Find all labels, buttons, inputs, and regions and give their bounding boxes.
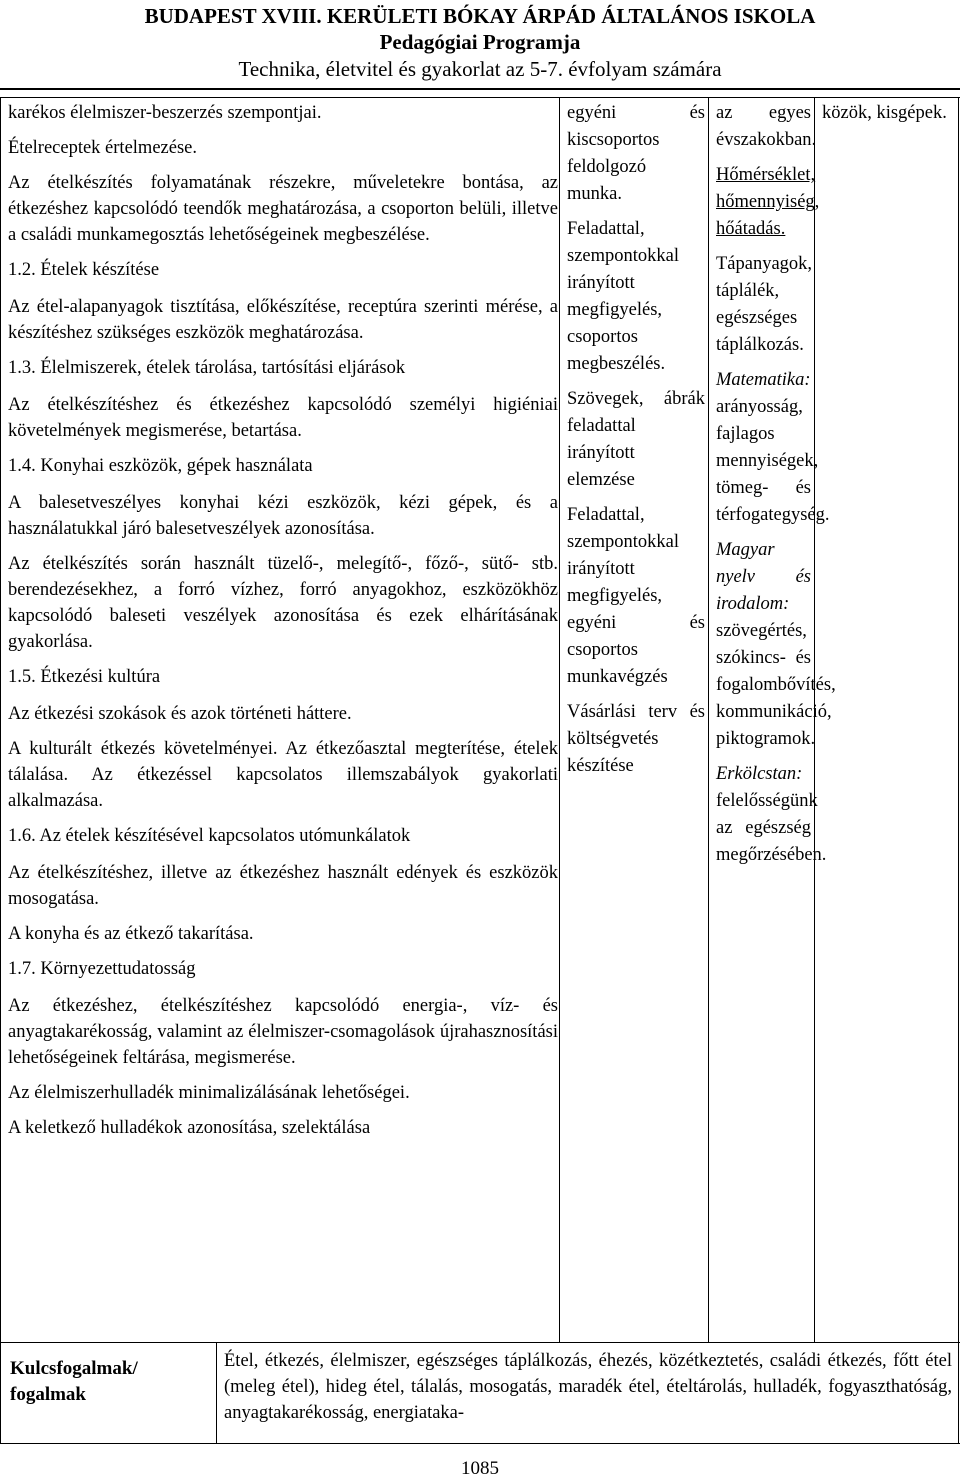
subject-label: Matematika:	[716, 370, 811, 390]
section-heading: 1.5. Étkezési kultúra	[8, 667, 161, 687]
connection-item	[716, 537, 836, 753]
subject-label: Magyar nyelv és irodalom:	[716, 540, 811, 614]
connection-item	[716, 761, 827, 869]
activities-column	[567, 100, 705, 788]
section-heading: 1.2. Ételek készítése	[8, 260, 160, 280]
paragraph: karékos élelmiszer-beszerzés szempontjai.	[8, 103, 322, 123]
table-bottom-border	[0, 1443, 960, 1444]
program-title: Pedagógiai Programja	[379, 30, 581, 54]
activity-item: Feladattal, szempontokkal irányított megfigyelés, csoportos megbeszélés.	[567, 219, 680, 374]
header-divider	[0, 88, 960, 90]
connection-text: szövegértés, szókincs- és fogalombővítés, kommunikáció, piktogramok.	[716, 621, 836, 749]
paragraph: A keletkező hulladékok azonosítása, szelektálása	[8, 1118, 371, 1138]
table-top-border	[0, 97, 960, 98]
connection-text: felelősségünk az egészség megőrzésében.	[716, 791, 827, 865]
column-divider-2	[708, 97, 709, 1342]
table-right-border	[958, 97, 959, 1342]
section-heading: 1.6. Az ételek készítésével kapcsolatos utómunkálatok	[8, 826, 411, 846]
tools-column	[822, 100, 952, 127]
column-divider-1	[559, 97, 560, 1342]
activity-item: Feladattal, szempontokkal irányított megfigyelés, egyéni és csoportos munkavégzés	[567, 505, 705, 687]
table-left-border	[0, 97, 1, 1342]
row-divider	[0, 1342, 960, 1343]
connections-column	[716, 100, 836, 877]
paragraph: Az ételkészítés folyamatának részekre, műveletekre bontása, az étkezéshez kapcsolódó teendők meghatározása, a csoporton belüli, illetve a családi munkamegosztás lehetőségeinek megbeszélése.	[8, 173, 558, 245]
paragraph: Ételreceptek értelmezése.	[8, 138, 197, 158]
activity-item: Vásárlási terv és költségvetés készítése	[567, 702, 705, 776]
paragraph: Az étkezéshez, ételkészítéshez kapcsolódó energia-, víz- és anyagtakarékosság, valamint az élelmiszer-csomagolások újrahasznosítási lehetőségeinek feltárása, megismerése.	[8, 996, 558, 1068]
section-heading: 1.7. Környezettudatosság	[8, 959, 196, 979]
key-concepts-label: Kulcsfogalmak/ fogalmak	[10, 1358, 138, 1405]
paragraph: A konyha és az étkező takarítása.	[8, 924, 254, 944]
paragraph: Az étkezési szokások és azok történeti háttere.	[8, 704, 352, 724]
section-heading: 1.4. Konyhai eszközök, gépek használata	[8, 456, 313, 476]
connection-item: Tápanyagok, táplálék, egészséges táplálkozás.	[716, 254, 813, 355]
paragraph: A balesetveszélyes konyhai kézi eszközök, kézi gépek, és a használatukkal járó balesetveszélyek azonosítása.	[8, 493, 558, 539]
tools-text: közök, kisgépek.	[822, 103, 947, 123]
paragraph: A kulturált étkezés követelményei. Az étkezőasztal megterítése, ételek tálalása. Az étkezéssel kapcsolatos illemszabályok gyakorlati alkalmazása.	[8, 739, 558, 811]
connection-text: arányosság, fajlagos mennyiségek, tömeg- és térfogategység.	[716, 397, 830, 525]
paragraph: Az ételkészítéshez és étkezéshez kapcsolódó személyi higiéniai követelmények megismerése, betartása.	[8, 395, 558, 441]
connection-item: az egyes évszakokban.	[716, 103, 817, 150]
key-left-border	[0, 1342, 1, 1444]
key-column-divider	[216, 1342, 217, 1444]
key-right-border	[958, 1342, 959, 1444]
activity-item: egyéni és kiscsoportos feldolgozó munka.	[567, 103, 705, 204]
connection-item	[716, 367, 830, 529]
paragraph: Az élelmiszerhulladék minimalizálásának lehetőségei.	[8, 1083, 410, 1103]
section-heading: 1.3. Élelmiszerek, ételek tárolása, tartósítási eljárások	[8, 358, 406, 378]
connection-item: Hőmérséklet, hőmennyiség, hőátadás.	[716, 165, 820, 239]
subject-title: Technika, életvitel és gyakorlat az 5-7. évfolyam számára	[238, 57, 722, 81]
key-concepts-text: Étel, étkezés, élelmiszer, egészséges táplálkozás, éhezés, közétkeztetés, családi étkezés, főtt étel (meleg étel), hideg étel, tálalás, mosogatás, maradék étel, ételtárolás, hulladék, fogyaszthatóság, anyagtakarékosság, energiataka-	[224, 1351, 952, 1423]
paragraph: Az ételkészítéshez, illetve az étkezéshez használt edények és eszközök mosogatása.	[8, 863, 558, 909]
paragraph: Az ételkészítés során használt tüzelő-, melegítő-, főző-, sütő- stb. berendezésekhez, a forró vízhez, forró anyagokhoz, eszközökhöz kapcsolódó baleseti veszélyek azonosítása és ezek elhárításának gyakorlása.	[8, 554, 558, 652]
subject-label: Erkölcstan:	[716, 764, 803, 784]
page-number: 1085	[461, 1458, 499, 1479]
school-name: BUDAPEST XVIII. KERÜLETI BÓKAY ÁRPÁD ÁLTALÁNOS ISKOLA	[144, 4, 816, 28]
activity-item: Szövegek, ábrák feladattal irányított elemzése	[567, 389, 705, 490]
paragraph: Az étel-alapanyagok tisztítása, előkészítése, receptúra szerinti mérése, a készítéshez szükséges eszközök meghatározása.	[8, 297, 558, 343]
content-column	[8, 100, 558, 1150]
